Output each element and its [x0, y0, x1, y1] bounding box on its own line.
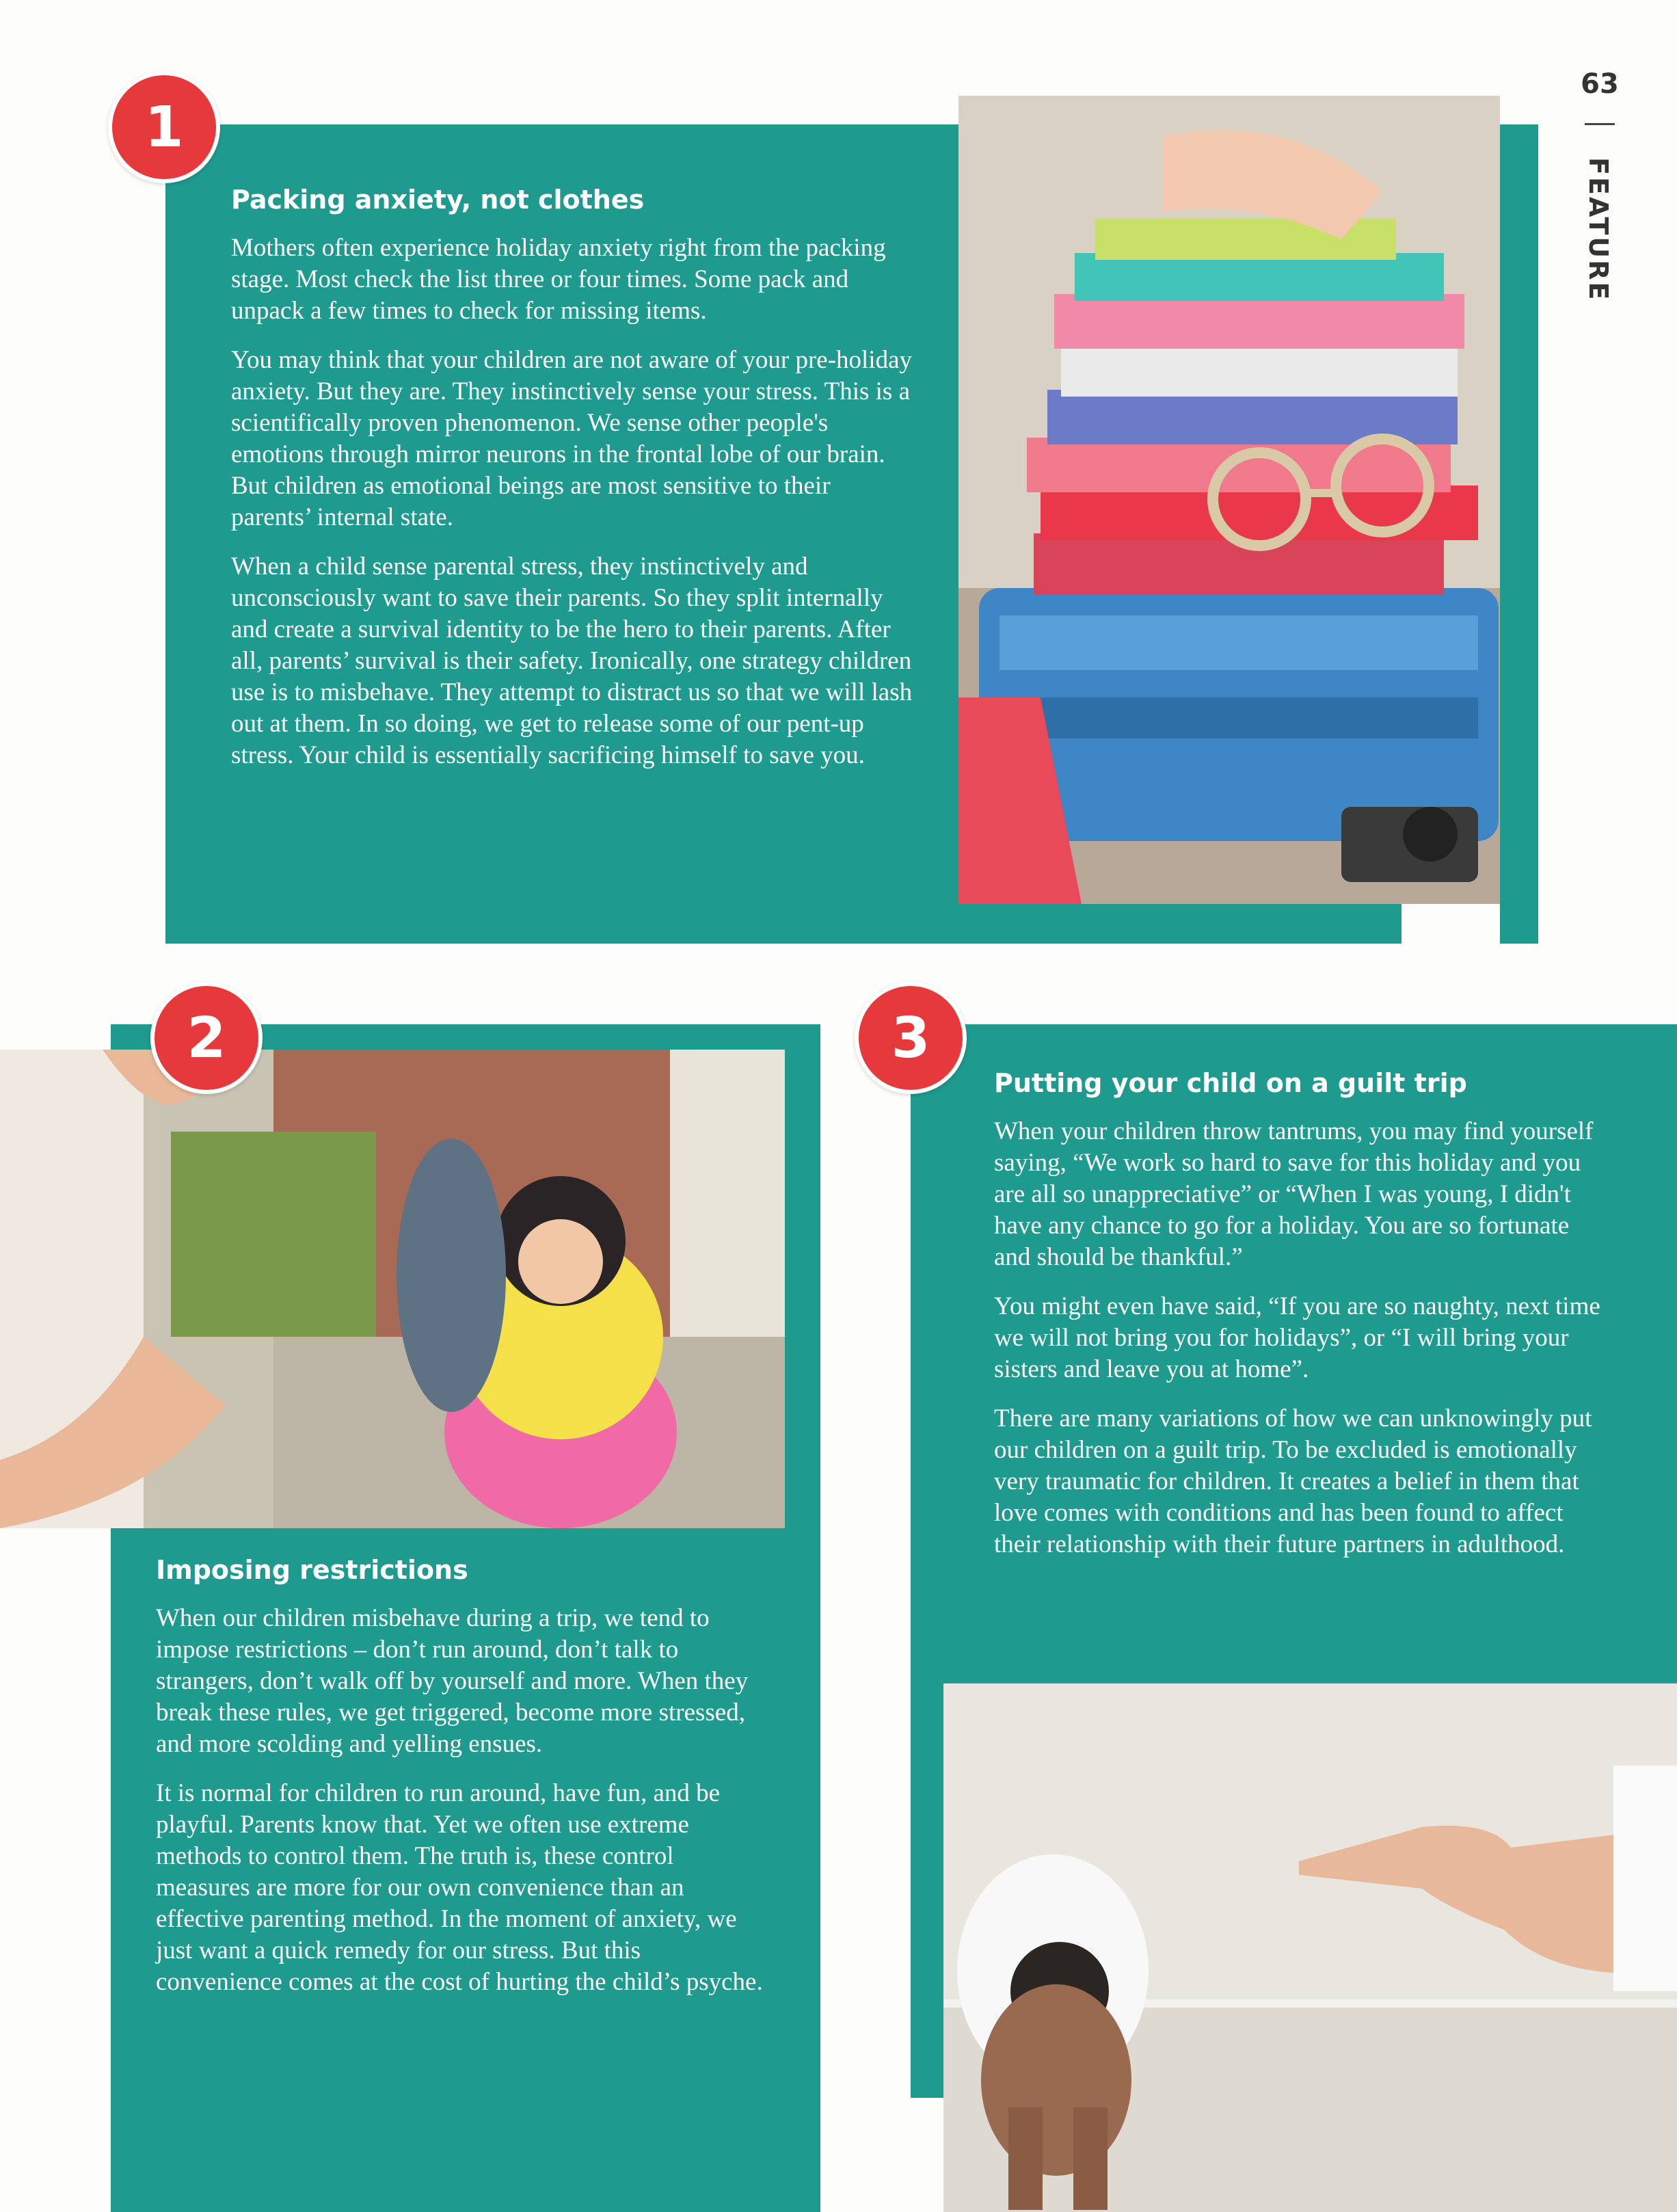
paragraph: It is normal for children to run around, have fun, and be playful. Parents know that. Yet we often use extreme methods to control them. The truth is, these control measures are more for our own convenience than an effective parenting method. In the moment of anxiety, we just want a quick remedy for our stress. But this convenience comes at the cost of hurting the child’s psyche.: [156, 1779, 763, 1996]
packing-photo: [958, 96, 1500, 904]
section-2-body: [156, 1603, 771, 2016]
section-1-body: [231, 232, 915, 789]
paragraph: When our children misbehave during a trip, we tend to impose restrictions – don’t run around, don’t talk to strangers, don’t walk off by yourself and more. When they break these rules, we get triggered, become more stressed, and more scolding and yelling ensues.: [156, 1604, 749, 1758]
section-3-title: Putting your child on a guilt trip: [994, 1068, 1467, 1098]
paragraph: There are many variations of how we can unknowingly put our children on a guilt trip. To be excluded is emotionally very traumatic for children. It creates a belief in them that love comes with conditions and has been found to affect their relationship with their future partners in adulthood.: [994, 1404, 1592, 1558]
page-number: 63: [1581, 68, 1619, 100]
paragraph: Mothers often experience holiday anxiety right from the packing stage. Most check the list three or four times. Some pack and unpack a few times to check for missing items.: [231, 234, 886, 325]
paragraph: You might even have said, “If you are so naughty, next time we will not bring you for holidays”, or “I will bring your sisters and leave you at home”.: [994, 1292, 1600, 1383]
paragraph: When a child sense parental stress, they instinctively and unconsciously want to save their parents. So they split internally and create a survival identity to be the hero to their parents. After all, parents’ survival is their safety. Ironically, one strategy children use is to misbehave. They attempt to distract us so that we will lash out at them. In so doing, we get to release some of our pent-up stress. Your child is essentially sacrificing himself to save you.: [231, 552, 913, 769]
playground-photo: [0, 1050, 785, 1528]
section-2-title: Imposing restrictions: [156, 1555, 468, 1585]
paragraph: When your children throw tantrums, you may find yourself saying, “We work so hard to save for this holiday and you are all so unappreciative” or “When I was young, I didn't have any chance to go for a holiday. You are so fortunate and should be thankful.”: [994, 1117, 1594, 1271]
section-label: FEATURE: [1583, 157, 1613, 302]
divider: [1585, 123, 1615, 125]
section-3-badge: 3: [855, 982, 967, 1094]
paragraph: You may think that your children are not aware of your pre-holiday anxiety. But they are. They instinctively sense your stress. This is a scientifically proven phenomenon. We sense other people's emotions through mirror neurons in the frontal lobe of our brain. But children as emotional beings are most sensitive to their parents’ internal state.: [231, 346, 913, 531]
child-scolded-photo: [943, 1683, 1677, 2212]
section-1-badge: 1: [108, 71, 220, 183]
section-1-accent-strip: [1500, 124, 1538, 944]
section-3-body: [994, 1116, 1609, 1578]
section-2-badge: 2: [150, 982, 263, 1094]
section-1-title: Packing anxiety, not clothes: [231, 185, 645, 215]
